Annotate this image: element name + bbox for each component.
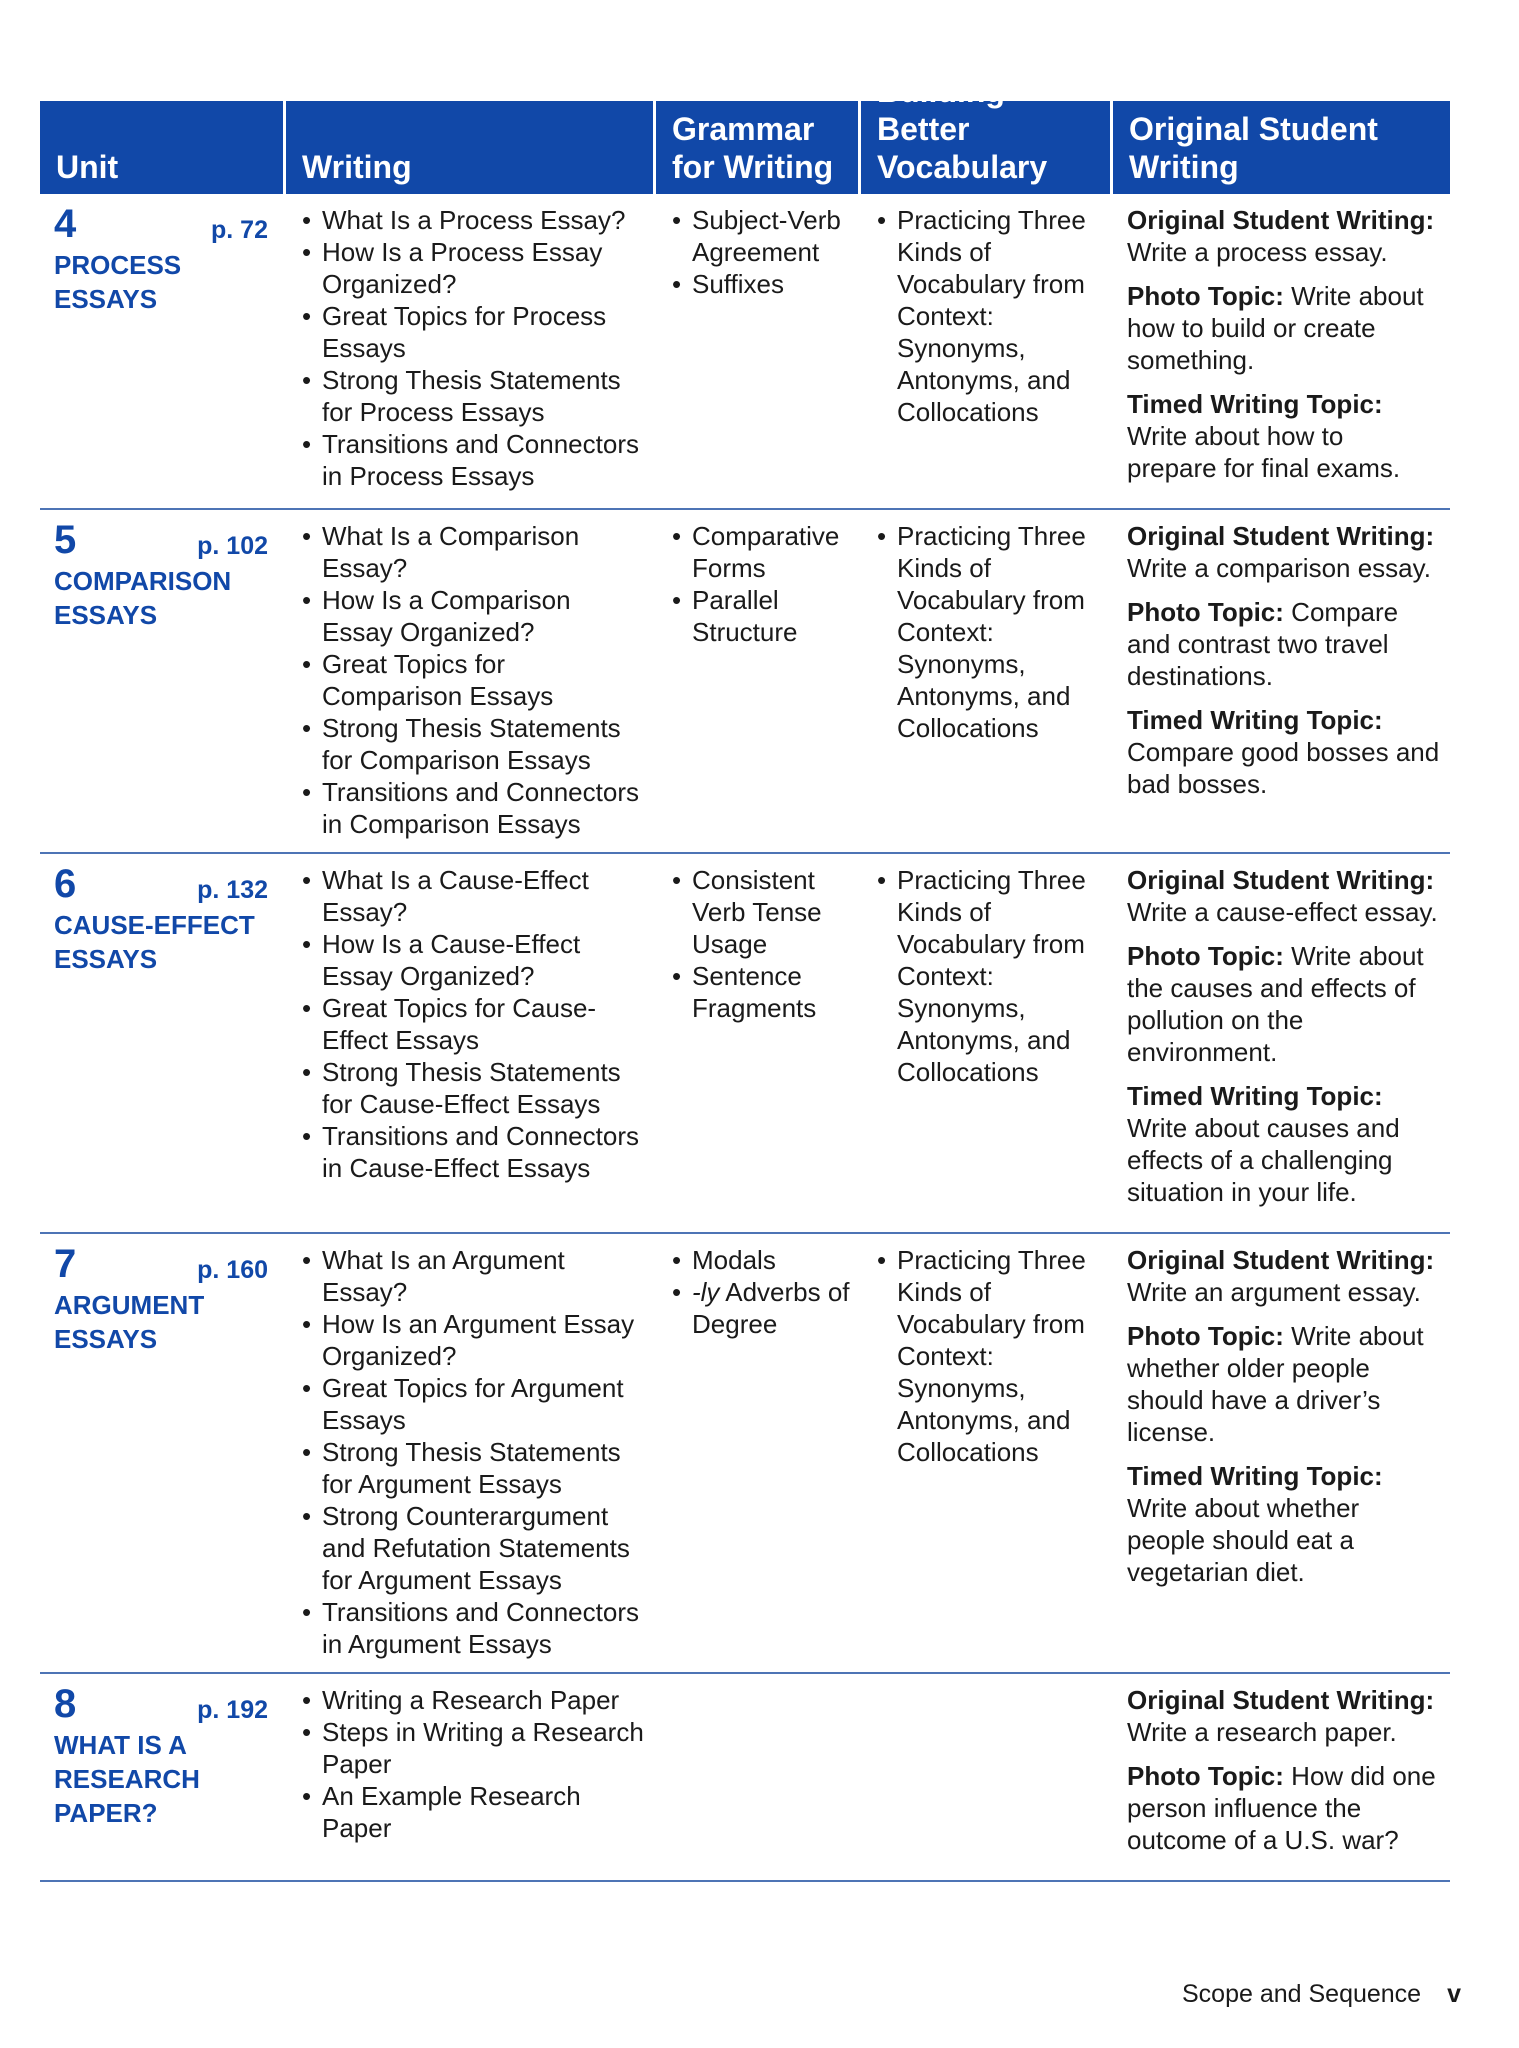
vocabulary-item-list <box>875 520 1103 744</box>
writing-cell <box>286 1234 656 1672</box>
assignment-label: Original Student Writing: <box>1127 205 1435 235</box>
writing-item: • How Is a Cause-Effect Essay Organized? <box>300 928 646 992</box>
vocabulary-item: • Practicing Three Kinds of Vocabulary from Context: Synonyms, Antonyms, and Collocations <box>875 204 1103 428</box>
vocabulary-cell <box>861 1234 1113 1672</box>
assignment-entry <box>1127 1244 1440 1308</box>
scope-sequence-table <box>40 73 1450 1882</box>
unit-number: 5 <box>54 518 77 562</box>
table-header-row <box>40 73 1450 194</box>
unit-cell <box>40 854 286 1232</box>
grammar-cell <box>656 194 861 508</box>
writing-item: • Writing a Research Paper <box>300 1684 646 1716</box>
vocabulary-item: • Practicing Three Kinds of Vocabulary from Context: Synonyms, Antonyms, and Collocations <box>875 520 1103 744</box>
writing-item: • An Example Research Paper <box>300 1780 646 1844</box>
assignment-text: Write a comparison essay. <box>1127 553 1431 583</box>
writing-item: • Transitions and Connectors in Process Essays <box>300 428 646 492</box>
header-grammar: Grammar for Writing <box>656 101 861 194</box>
writing-item: • Transitions and Connectors in Cause-Effect Essays <box>300 1120 646 1184</box>
writing-item: • Strong Thesis Statements for Process Essays <box>300 364 646 428</box>
assignment-text: Write about causes and effects of a challenging situation in your life. <box>1127 1113 1400 1207</box>
grammar-item-list <box>670 864 851 1024</box>
assignment-label: Timed Writing Topic: <box>1127 705 1383 735</box>
assignment-entry <box>1127 388 1440 484</box>
writing-item: • What Is a Process Essay? <box>300 204 646 236</box>
assignment-text: Write a cause-effect essay. <box>1127 897 1438 927</box>
unit-title: PROCESS ESSAYS <box>54 250 182 314</box>
original-writing-cell <box>1113 194 1450 508</box>
writing-item: • Strong Thesis Statements for Comparison Essays <box>300 712 646 776</box>
grammar-item-list <box>670 520 851 648</box>
writing-item: • Great Topics for Cause-Effect Essays <box>300 992 646 1056</box>
assignment-entry <box>1127 1460 1440 1588</box>
grammar-cell <box>656 1674 861 1880</box>
writing-item: • Strong Thesis Statements for Cause-Effect Essays <box>300 1056 646 1120</box>
assignment-label: Photo Topic: <box>1127 1321 1284 1351</box>
assignment-label: Photo Topic: <box>1127 597 1284 627</box>
unit-number: 8 <box>54 1682 77 1726</box>
assignment-entry <box>1127 1760 1440 1856</box>
grammar-item: • Comparative Forms <box>670 520 851 584</box>
grammar-item: • Suffixes <box>670 268 851 300</box>
unit-cell <box>40 194 286 508</box>
writing-item-list <box>300 204 646 492</box>
writing-item: • How Is a Process Essay Organized? <box>300 236 646 300</box>
footer-section-title: Scope and Sequence <box>1182 1980 1422 2008</box>
grammar-item-list <box>670 204 851 300</box>
writing-item: • Transitions and Connectors in Argument Essays <box>300 1596 646 1660</box>
unit-title: WHAT IS A RESEARCH PAPER? <box>54 1730 200 1828</box>
vocabulary-item-list <box>875 204 1103 428</box>
grammar-item-list <box>670 1244 851 1340</box>
grammar-item: • Subject-Verb Agreement <box>670 204 851 268</box>
writing-item-list <box>300 864 646 1184</box>
unit-page-ref: p. 192 <box>197 1696 268 1724</box>
assignment-entry <box>1127 1320 1440 1448</box>
header-writing: Writing <box>286 101 656 194</box>
unit-row <box>40 1674 1450 1882</box>
header-vocabulary: Building Better Vocabulary <box>861 101 1113 194</box>
grammar-item: • Parallel Structure <box>670 584 851 648</box>
unit-number: 7 <box>54 1242 77 1286</box>
assignment-text: Compare good bosses and bad bosses. <box>1127 737 1440 799</box>
writing-item: • What Is an Argument Essay? <box>300 1244 646 1308</box>
unit-page-ref: p. 132 <box>197 876 268 904</box>
header-unit: Unit <box>40 101 286 194</box>
assignment-label: Photo Topic: <box>1127 1761 1284 1791</box>
unit-page-ref: p. 160 <box>197 1256 268 1284</box>
unit-number: 4 <box>54 202 77 246</box>
writing-item: • How Is a Comparison Essay Organized? <box>300 584 646 648</box>
grammar-item: • Consistent Verb Tense Usage <box>670 864 851 960</box>
vocabulary-cell <box>861 510 1113 852</box>
assignment-label: Timed Writing Topic: <box>1127 1461 1383 1491</box>
writing-item: • What Is a Cause-Effect Essay? <box>300 864 646 928</box>
unit-cell <box>40 510 286 852</box>
writing-item: • Great Topics for Argument Essays <box>300 1372 646 1436</box>
unit-cell <box>40 1674 286 1880</box>
assignment-text: Write about whether people should eat a vegetarian diet. <box>1127 1493 1360 1587</box>
unit-page-ref: p. 72 <box>211 216 268 244</box>
vocabulary-item-list <box>875 1244 1103 1468</box>
footer-page-number: v <box>1447 1980 1461 2008</box>
writing-item-list <box>300 520 646 840</box>
page-footer <box>1182 1980 1461 2009</box>
assignment-entry <box>1127 596 1440 692</box>
unit-cell <box>40 1234 286 1672</box>
writing-cell <box>286 854 656 1232</box>
vocabulary-item: • Practicing Three Kinds of Vocabulary from Context: Synonyms, Antonyms, and Collocations <box>875 1244 1103 1468</box>
table-body <box>40 194 1450 1882</box>
assignment-text: Write a research paper. <box>1127 1717 1397 1747</box>
assignment-label: Photo Topic: <box>1127 941 1284 971</box>
writing-item: • Steps in Writing a Research Paper <box>300 1716 646 1780</box>
assignment-text: How did one person influence the outcome of a U.S. war? <box>1127 1761 1436 1855</box>
assignment-text: Write about the causes and effects of pollution on the environment. <box>1127 941 1424 1067</box>
unit-row <box>40 854 1450 1234</box>
assignment-text: Write about how to prepare for final exams. <box>1127 421 1401 483</box>
assignment-text: Write a process essay. <box>1127 237 1388 267</box>
assignment-text: Write about whether older people should have a driver’s license. <box>1127 1321 1424 1447</box>
assignment-entry <box>1127 1684 1440 1748</box>
unit-title: CAUSE-EFFECT ESSAYS <box>54 910 255 974</box>
assignment-entry <box>1127 704 1440 800</box>
unit-title: COMPARISON ESSAYS <box>54 566 232 630</box>
assignment-text: Write an argument essay. <box>1127 1277 1421 1307</box>
assignment-entry <box>1127 520 1440 584</box>
writing-item: • Great Topics for Comparison Essays <box>300 648 646 712</box>
unit-page-ref: p. 102 <box>197 532 268 560</box>
writing-item-list <box>300 1244 646 1660</box>
unit-row <box>40 1234 1450 1674</box>
unit-title: ARGUMENT ESSAYS <box>54 1290 205 1354</box>
writing-item: • Transitions and Connectors in Comparison Essays <box>300 776 646 840</box>
original-writing-cell <box>1113 1234 1450 1672</box>
unit-number: 6 <box>54 862 77 906</box>
assignment-entry <box>1127 940 1440 1068</box>
assignment-entry <box>1127 280 1440 376</box>
assignment-entry <box>1127 204 1440 268</box>
writing-item: • What Is a Comparison Essay? <box>300 520 646 584</box>
unit-row <box>40 194 1450 510</box>
writing-item: • Strong Thesis Statements for Argument Essays <box>300 1436 646 1500</box>
assignment-entry <box>1127 1080 1440 1208</box>
original-writing-cell <box>1113 510 1450 852</box>
writing-item: • How Is an Argument Essay Organized? <box>300 1308 646 1372</box>
grammar-cell <box>656 854 861 1232</box>
grammar-cell <box>656 510 861 852</box>
assignment-label: Photo Topic: <box>1127 281 1284 311</box>
original-writing-cell <box>1113 854 1450 1232</box>
original-writing-cell <box>1113 1674 1450 1880</box>
grammar-cell <box>656 1234 861 1672</box>
vocabulary-item-list <box>875 864 1103 1088</box>
assignment-text: Compare and contrast two travel destinations. <box>1127 597 1399 691</box>
writing-cell <box>286 510 656 852</box>
assignment-label: Timed Writing Topic: <box>1127 389 1383 419</box>
assignment-label: Original Student Writing: <box>1127 521 1435 551</box>
assignment-label: Timed Writing Topic: <box>1127 1081 1383 1111</box>
unit-row <box>40 510 1450 854</box>
vocabulary-cell <box>861 854 1113 1232</box>
vocabulary-item: • Practicing Three Kinds of Vocabulary from Context: Synonyms, Antonyms, and Collocations <box>875 864 1103 1088</box>
writing-item: • Strong Counterargument and Refutation Statements for Argument Essays <box>300 1500 646 1596</box>
writing-item: • Great Topics for Process Essays <box>300 300 646 364</box>
assignment-text: Write about how to build or create something. <box>1127 281 1424 375</box>
writing-item-list <box>300 1684 646 1844</box>
assignment-label: Original Student Writing: <box>1127 1245 1435 1275</box>
assignment-entry <box>1127 864 1440 928</box>
writing-cell <box>286 1674 656 1880</box>
header-original-writing: Original Student Writing <box>1129 111 1378 185</box>
writing-cell <box>286 194 656 508</box>
assignment-label: Original Student Writing: <box>1127 865 1435 895</box>
vocabulary-cell <box>861 1674 1113 1880</box>
vocabulary-cell <box>861 194 1113 508</box>
grammar-item: • -ly Adverbs of Degree <box>670 1276 851 1340</box>
grammar-item: • Sentence Fragments <box>670 960 851 1024</box>
grammar-item: • Modals <box>670 1244 851 1276</box>
assignment-label: Original Student Writing: <box>1127 1685 1435 1715</box>
